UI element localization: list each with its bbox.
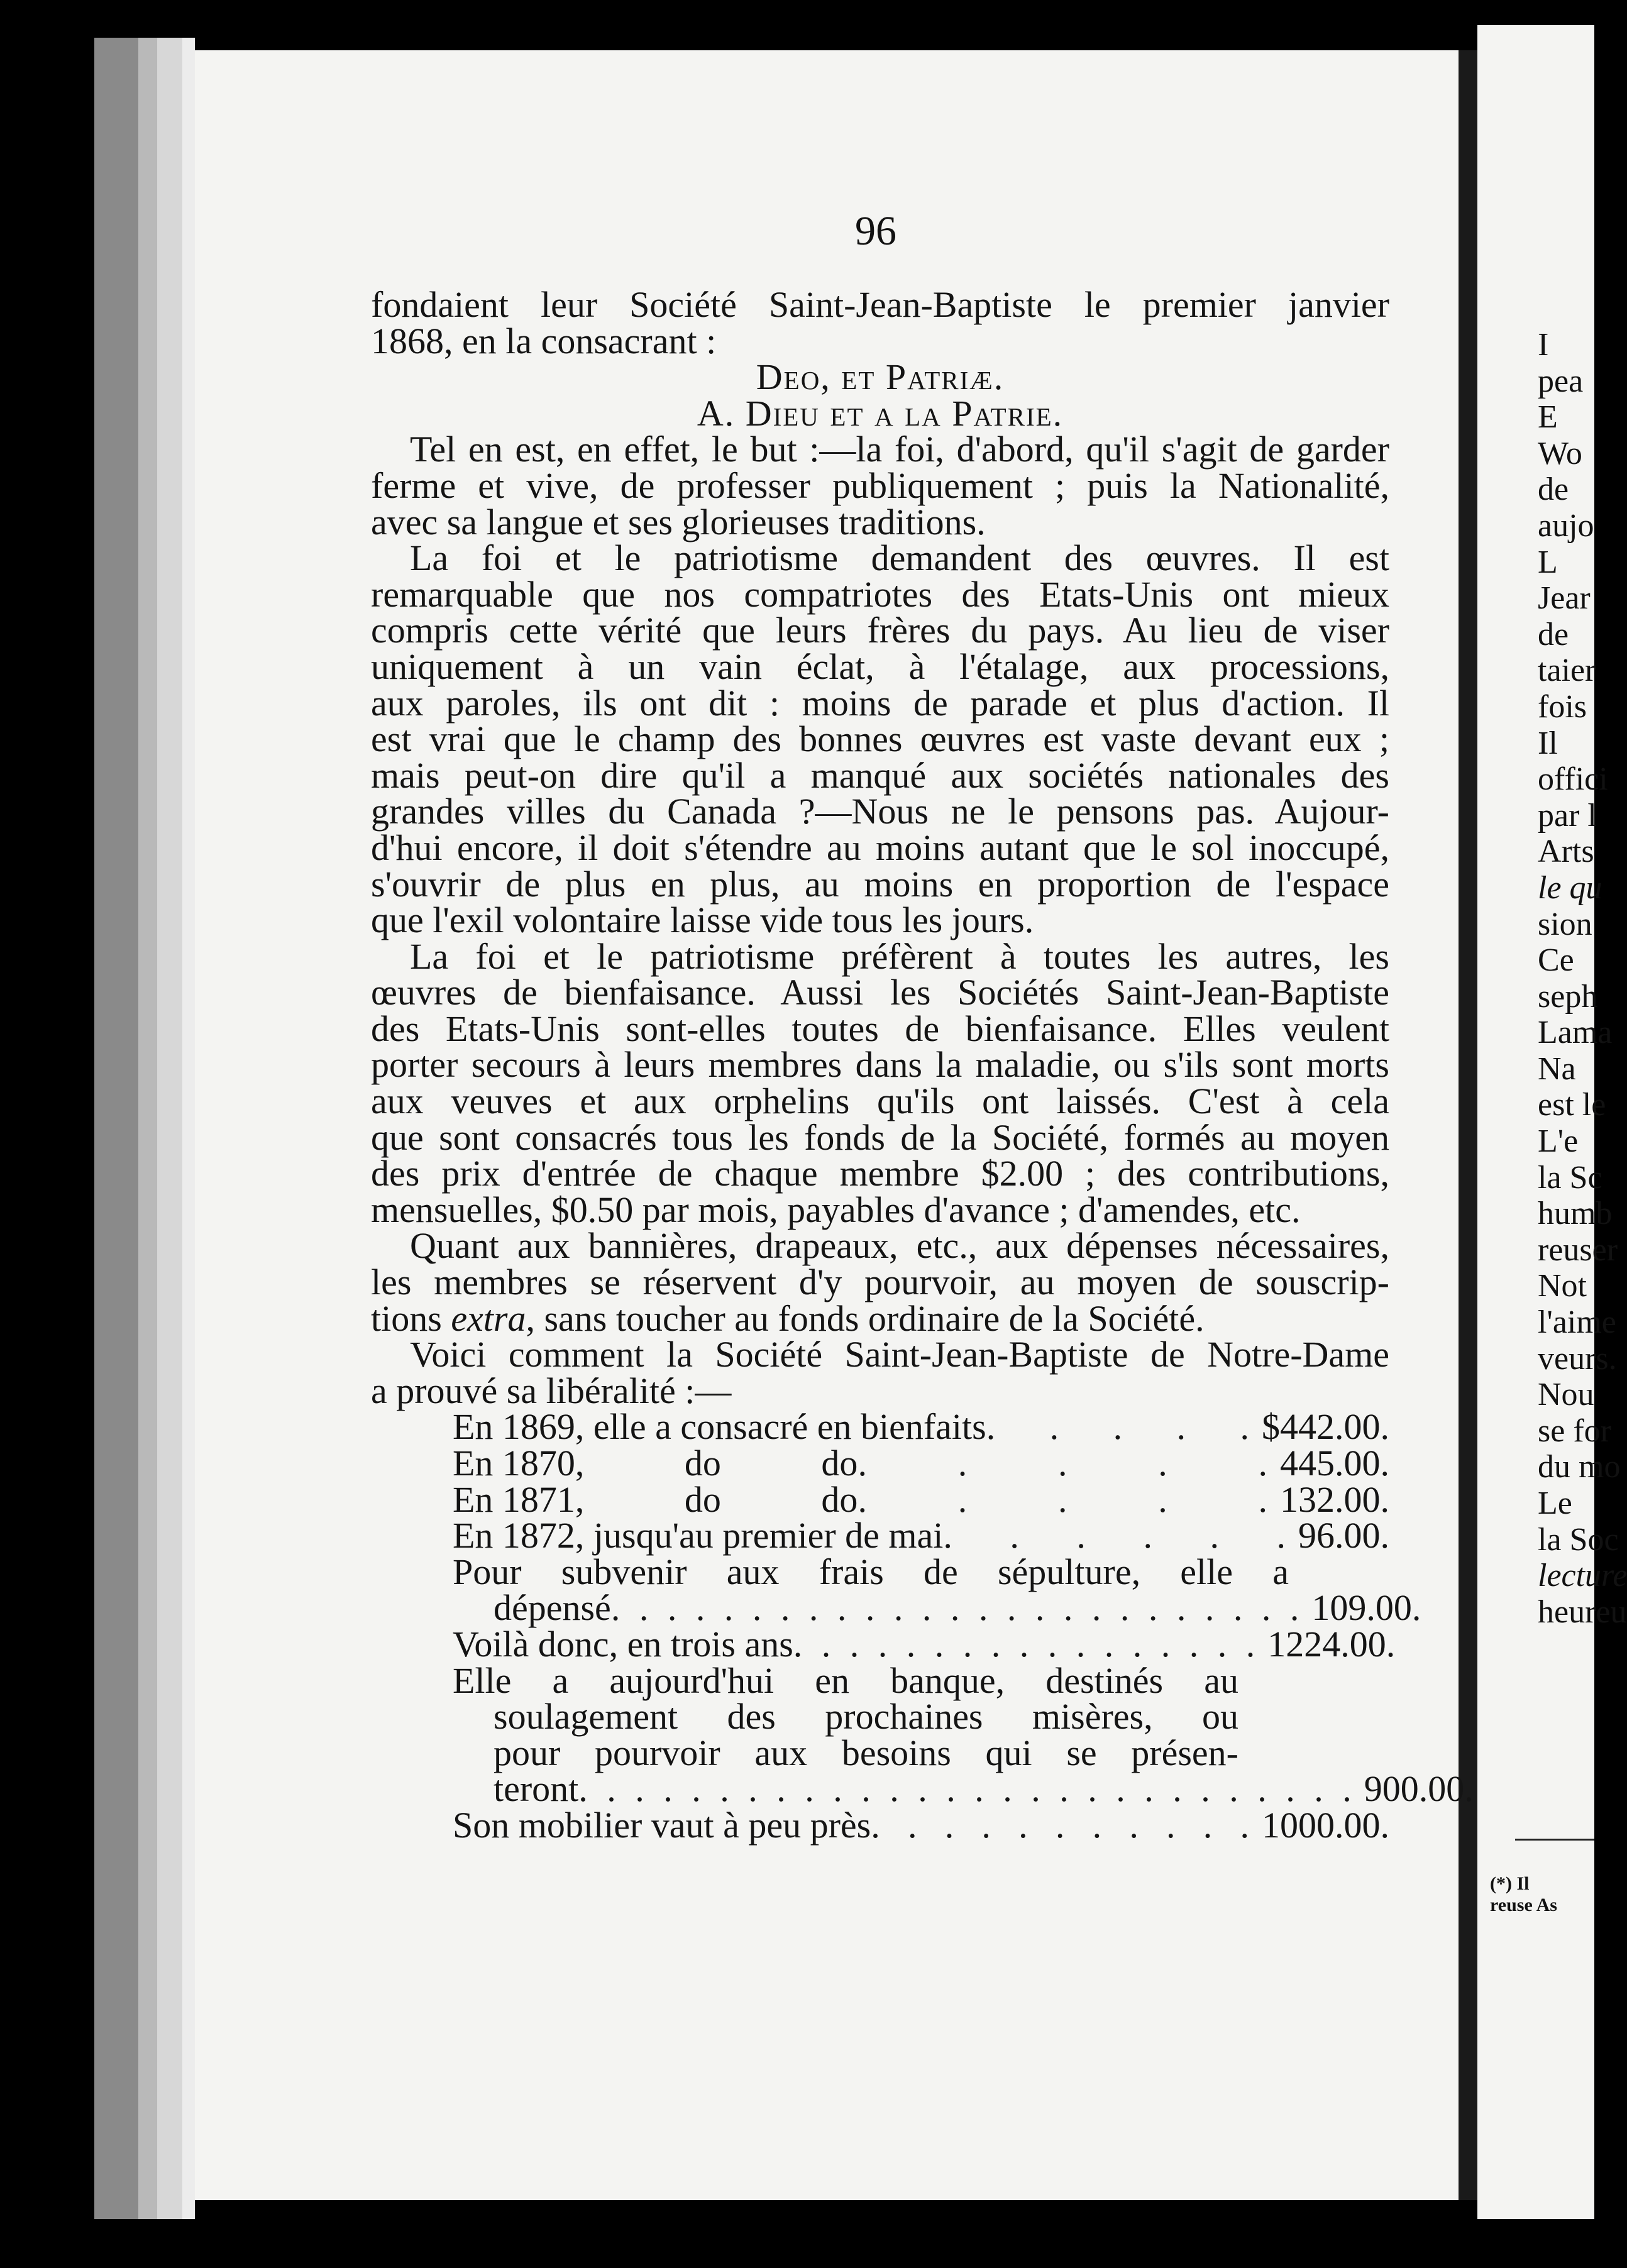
facing-page-line: Na [1538, 1050, 1576, 1087]
body-line: des prix d'entrée de chaque membre $2.00 ; des contributions, [371, 1153, 1389, 1194]
ledger-leader: . . . . . [858, 1443, 1272, 1484]
facing-page-line: du mo [1538, 1449, 1621, 1485]
ledger-leader: . . . . . . . . . . . . . . . . . . . . . . . . . . . . [578, 1768, 1357, 1810]
body-line: des Etats-Unis sont-elles toutes de bienfaisance. Elles veulent [371, 1008, 1389, 1049]
ledger-label: dépensé [494, 1587, 611, 1629]
facing-page-line: I [1538, 327, 1549, 363]
body-line: mensuelles, $0.50 par mois, payables d'avance ; d'amendes, etc. [371, 1189, 1301, 1230]
facing-page-line: lecture [1538, 1558, 1627, 1594]
facing-page-line: Nou [1538, 1377, 1594, 1413]
body-line: mais peut-on dire qu'il a manqué aux sociétés nationales des [371, 754, 1389, 796]
ledger-row [371, 1445, 1389, 1482]
body-line: uniquement à un vain éclat, à l'étalage, aux processions, [371, 646, 1389, 687]
body-line: que l'exil volontaire laisse vide tous les jours. [371, 900, 1034, 941]
ledger-leader: . . . . . . [943, 1515, 1291, 1556]
facing-page-line: Le [1538, 1485, 1572, 1521]
ledger-text: Pour subvenir aux frais de sépulture, elle a [453, 1551, 1289, 1592]
body-line: aux veuves et aux orphelins qu'ils ont laissés. C'est à cela [371, 1081, 1389, 1122]
ledger-row [371, 1517, 1389, 1554]
body-line: 1868, en la consacrant : [371, 320, 717, 361]
ledger-label: teront [494, 1768, 579, 1810]
ledger-label: En 1870, do do [453, 1443, 858, 1484]
facing-page-line: fois [1538, 688, 1587, 725]
ledger-label: En 1872, jusqu'au premier de mai [453, 1515, 944, 1556]
facing-page-line: reuser [1538, 1231, 1618, 1268]
body-line: ferme et vive, de professer publiquement ; puis la Nationalité, [371, 465, 1389, 506]
ledger-amount: 900.00. [1364, 1768, 1474, 1810]
ledger-amount: 1000.00. [1262, 1804, 1389, 1846]
body-line: remarquable que nos compatriotes des Etats-Unis ont mieux [371, 573, 1389, 615]
body-line: que sont consacrés tous les fonds de la Société, formés au moyen [371, 1116, 1389, 1158]
facing-page-line: sion [1538, 906, 1592, 942]
facing-page-line: Wo [1538, 435, 1582, 471]
body-line: a prouvé sa libéralité :— [371, 1370, 732, 1411]
facing-page-line: Il [1538, 725, 1558, 761]
ledger-amount: 109.00. [1311, 1587, 1421, 1629]
facing-page-line: Ce [1538, 942, 1574, 979]
body-line: porter secours à leurs membres dans la maladie, ou s'ils sont morts [371, 1044, 1389, 1086]
page-number: 96 [855, 208, 896, 254]
ledger-text: soulagement des prochaines misères, ou [494, 1696, 1238, 1737]
facing-page-line: heureu [1538, 1594, 1627, 1630]
facing-page-line: L'e [1538, 1123, 1579, 1160]
facing-page-line: Jear [1538, 580, 1591, 617]
body-line: La foi et le patriotisme préfèrent à toutes les autres, les [410, 935, 1389, 977]
motto-french: A. Dieu et a la Patrie. [697, 392, 1064, 434]
facing-page-line: L [1538, 544, 1558, 580]
body-line: aux paroles, ils ont dit : moins de parade et plus d'action. Il [371, 682, 1389, 724]
footnote-rule [1515, 1839, 1594, 1841]
body-line: s'ouvrir de plus en plus, au moins en proportion de l'espace [371, 863, 1389, 905]
facing-page-line: l'aime [1538, 1304, 1616, 1341]
facing-page-footnote [1490, 1873, 1557, 1916]
facing-page-line: le qu [1538, 869, 1602, 906]
ledger-row [371, 1623, 1396, 1665]
footnote-line: (*) Il [1490, 1873, 1530, 1894]
book-edge [182, 38, 195, 2219]
book-gutter [1459, 50, 1477, 2200]
book-edge [138, 38, 157, 2219]
facing-page-line: veurs. [1538, 1340, 1617, 1377]
body-line: les membres se réservent d'y pourvoir, au moyen de souscrip- [371, 1262, 1389, 1303]
book-edge [94, 38, 138, 2219]
facing-page-line: par l [1538, 797, 1597, 834]
ledger-leader: . . . . . . . . . . . . . . . . . . . . . . . . . [610, 1587, 1304, 1629]
ledger-row [371, 1768, 1474, 1810]
motto-latin: Deo, et Patriæ. [756, 356, 1005, 398]
ledger-text: Elle a aujourd'hui en banque, destinés au [453, 1660, 1238, 1701]
facing-page-line: taier [1538, 652, 1596, 689]
body-line: œuvres de bienfaisance. Aussi les Sociétés Saint-Jean-Baptiste [371, 972, 1389, 1013]
ledger-amount: 132.00. [1280, 1478, 1389, 1520]
facing-page-line: se for [1538, 1412, 1611, 1449]
ledger-row [371, 1406, 1389, 1448]
facing-page-line: humb [1538, 1196, 1613, 1232]
facing-page-line: la Sc [1538, 1159, 1602, 1196]
facing-page-line: pea [1538, 363, 1584, 399]
facing-page-line: de [1538, 616, 1569, 652]
facing-page-line: la Soc [1538, 1521, 1619, 1558]
facing-page-line: aujo [1538, 507, 1594, 544]
body-line: Tel en est, en effet, le but :—la foi, d'abord, qu'il s'agit de garder [410, 429, 1389, 470]
ledger-leader: . . . . . [858, 1478, 1272, 1520]
ledger-amount: 1224.00. [1267, 1623, 1396, 1665]
facing-page-line: offici [1538, 761, 1608, 798]
ledger-leader: . . . . . . . . . . . . . . . . . [793, 1623, 1260, 1665]
facing-page-line: est le [1538, 1087, 1606, 1123]
facing-page-line: Arts [1538, 834, 1594, 870]
facing-page-line: E [1538, 399, 1558, 436]
page-body [371, 284, 1474, 1846]
ledger-leader: . . . . . [986, 1406, 1254, 1448]
body-line: est vrai que le champ des bonnes œuvres est vaste devant eux ; [371, 718, 1389, 760]
ledger-amount: 445.00. [1280, 1443, 1389, 1484]
book-edge [157, 38, 182, 2219]
ledger-row [371, 1478, 1389, 1520]
body-line: tions extra, sans toucher au fonds ordinaire de la Société. [371, 1297, 1205, 1339]
body-line: d'hui encore, il doit s'étendre au moins autant que le sol inoccupé, [371, 827, 1389, 868]
facing-page [1477, 25, 1627, 2219]
ledger-amount: 96.00. [1298, 1515, 1389, 1556]
body-line: Voici comment la Société Saint-Jean-Baptiste de Notre-Dame [410, 1334, 1389, 1375]
ledger-row [371, 1587, 1421, 1629]
ledger-leader: . . . . . . . . . . . [871, 1804, 1254, 1846]
ledger-label: En 1871, do do [453, 1478, 858, 1520]
ledger-label: Voilà donc, en trois ans [453, 1623, 793, 1665]
ledger-label: En 1869, elle a consacré en bienfaits [453, 1406, 986, 1448]
footnote-line: reuse As [1490, 1895, 1557, 1915]
facing-page-line: Lama [1538, 1015, 1613, 1051]
body-line: La foi et le patriotisme demandent des œuvres. Il est [410, 537, 1389, 579]
facing-page-line: Not [1538, 1268, 1587, 1304]
body-line: avec sa langue et ses glorieuses traditions. [371, 501, 986, 542]
facing-page-text [1477, 327, 1627, 1630]
body-line: grandes villes du Canada ?—Nous ne le pensons pas. Aujour- [371, 791, 1389, 832]
body-line: fondaient leur Société Saint-Jean-Baptiste le premier janvier [371, 284, 1389, 325]
ledger-amount: $442.00. [1262, 1406, 1389, 1448]
facing-page-line: de [1538, 471, 1569, 508]
ledger-label: Son mobilier vaut à peu près [453, 1804, 871, 1846]
body-line: Quant aux bannières, drapeaux, etc., aux dépenses nécessaires, [410, 1225, 1389, 1267]
body-line: compris cette vérité que leurs frères du pays. Au lieu de viser [371, 610, 1389, 651]
facing-page-line: seph [1538, 978, 1598, 1015]
ledger-row [371, 1804, 1389, 1846]
ledger-text: pour pourvoir aux besoins qui se présen- [494, 1732, 1238, 1773]
